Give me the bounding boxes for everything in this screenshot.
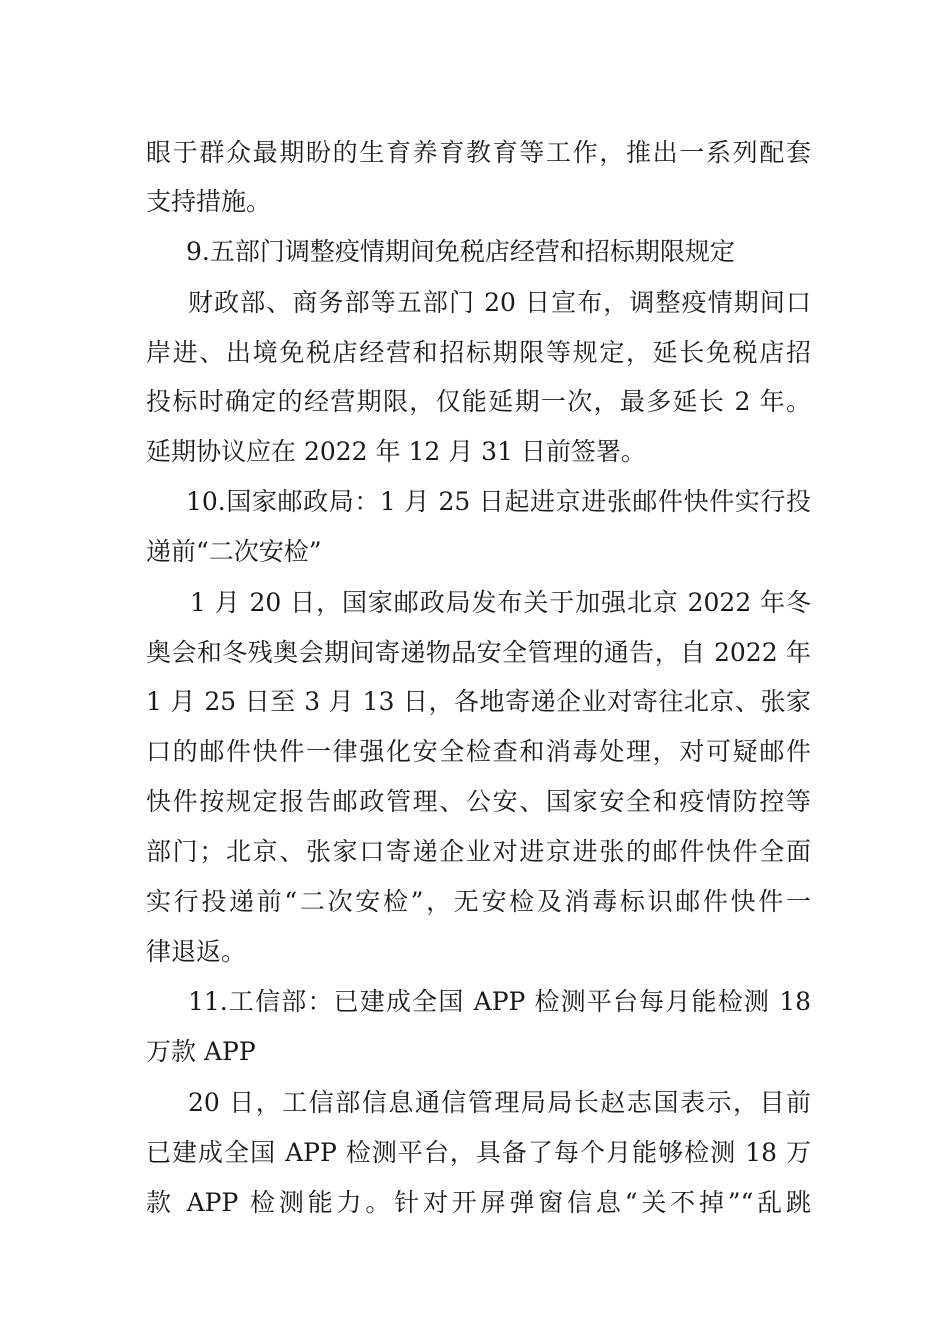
paragraph-line: 快件按规定报告邮政管理、公安、国家安全和疫情防控等 [146, 787, 811, 816]
section-heading-9: 9.五部门调整疫情期间免税店经营和招标期限规定 [186, 237, 735, 266]
paragraph-line: 1 月 25 日至 3 月 13 日，各地寄递企业对寄往北京、张家 [146, 687, 811, 716]
paragraph-line: 实行投递前“二次安检”，无安检及消毒标识邮件快件一 [146, 887, 811, 916]
paragraph-line: 支持措施。 [146, 187, 272, 216]
paragraph-line: 奥会和冬残奥会期间寄递物品安全管理的通告，自 2022 年 [146, 638, 811, 667]
paragraph-line: 延期协议应在 2022 年 12 月 31 日前签署。 [146, 437, 646, 466]
paragraph-line: 1 月 20 日，国家邮政局发布关于加强北京 2022 年冬 [190, 588, 811, 617]
paragraph-line: 投标时确定的经营期限，仅能延期一次，最多延长 2 年。 [146, 387, 811, 416]
paragraph-line: 岸进、出境免税店经营和招标期限等规定，延长免税店招 [146, 338, 811, 367]
paragraph-line: 眼于群众最期盼的生育养育教育等工作，推出一系列配套 [146, 138, 811, 167]
paragraph-line: 20 日，工信部信息通信管理局局长赵志国表示，目前 [188, 1088, 811, 1117]
section-heading-11-cont: 万款 APP [146, 1037, 256, 1066]
paragraph-line: 部门；北京、张家口寄递企业对进京进张的邮件快件全面 [146, 837, 811, 866]
paragraph-line: 财政部、商务部等五部门 20 日宣布，调整疫情期间口 [188, 288, 811, 317]
section-heading-11: 11.工信部：已建成全国 APP 检测平台每月能检测 18 [188, 987, 811, 1016]
paragraph-line: 已建成全国 APP 检测平台，具备了每个月能够检测 18 万 [146, 1138, 811, 1167]
paragraph-line: 款 APP 检测能力。针对开屏弹窗信息“关不掉”“乱跳 [146, 1188, 811, 1217]
section-heading-10-cont: 递前“二次安检” [146, 537, 322, 566]
paragraph-line: 口的邮件快件一律强化安全检查和消毒处理，对可疑邮件 [146, 737, 811, 766]
section-heading-10: 10.国家邮政局：1 月 25 日起进京进张邮件快件实行投 [186, 487, 811, 516]
paragraph-line: 律退返。 [146, 937, 247, 966]
